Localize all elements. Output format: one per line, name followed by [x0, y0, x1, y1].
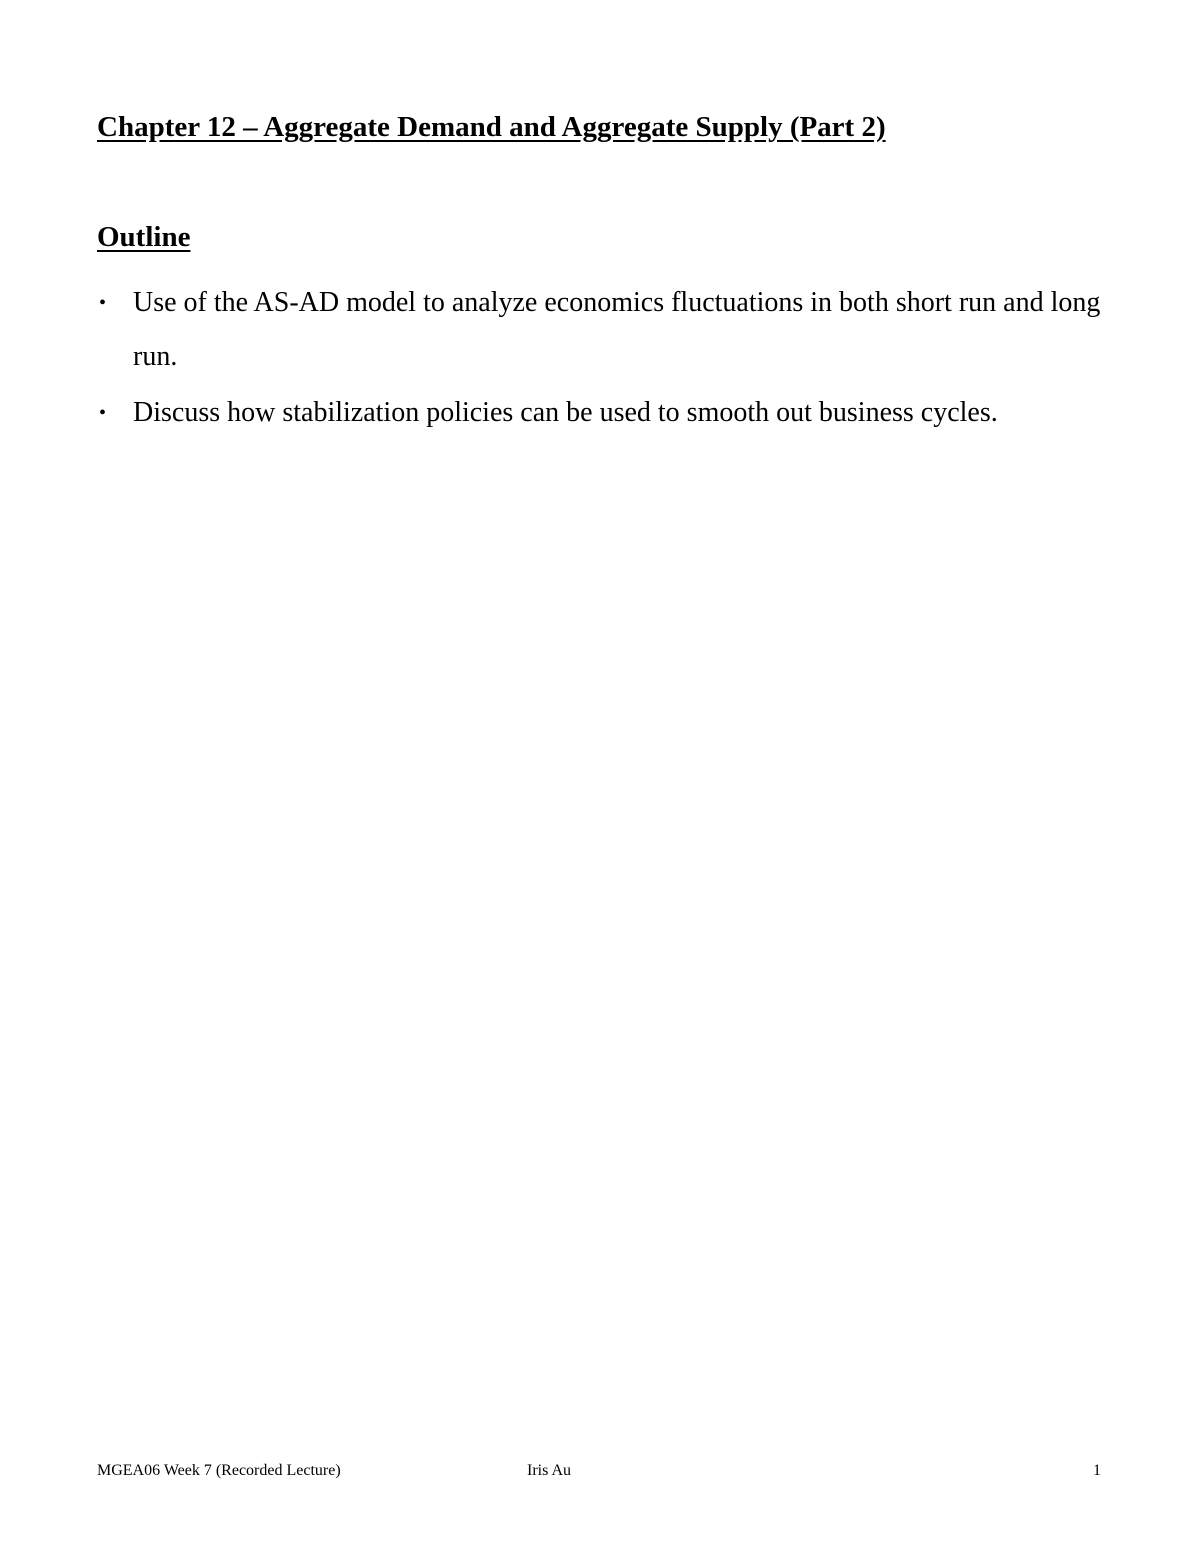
list-item-text: Discuss how stabilization policies can be used to smooth out business cycles.	[133, 397, 998, 428]
page-number: 1	[1093, 1462, 1101, 1479]
footer-author: Iris Au	[527, 1462, 571, 1479]
bullet-icon: •	[99, 402, 107, 424]
page-footer	[97, 1462, 1101, 1486]
list-item-text: Use of the AS-AD model to analyze economics fluctuations in both short run and long run.	[133, 287, 1101, 372]
footer-course: MGEA06 Week 7 (Recorded Lecture)	[97, 1462, 341, 1479]
list-item	[97, 276, 1127, 384]
list-item	[97, 386, 1127, 440]
page-title: Chapter 12 – Aggregate Demand and Aggregate Supply (Part 2)	[97, 111, 886, 143]
outline-heading: Outline	[97, 221, 191, 253]
bullet-icon: •	[99, 292, 107, 314]
outline-list	[97, 276, 1127, 442]
